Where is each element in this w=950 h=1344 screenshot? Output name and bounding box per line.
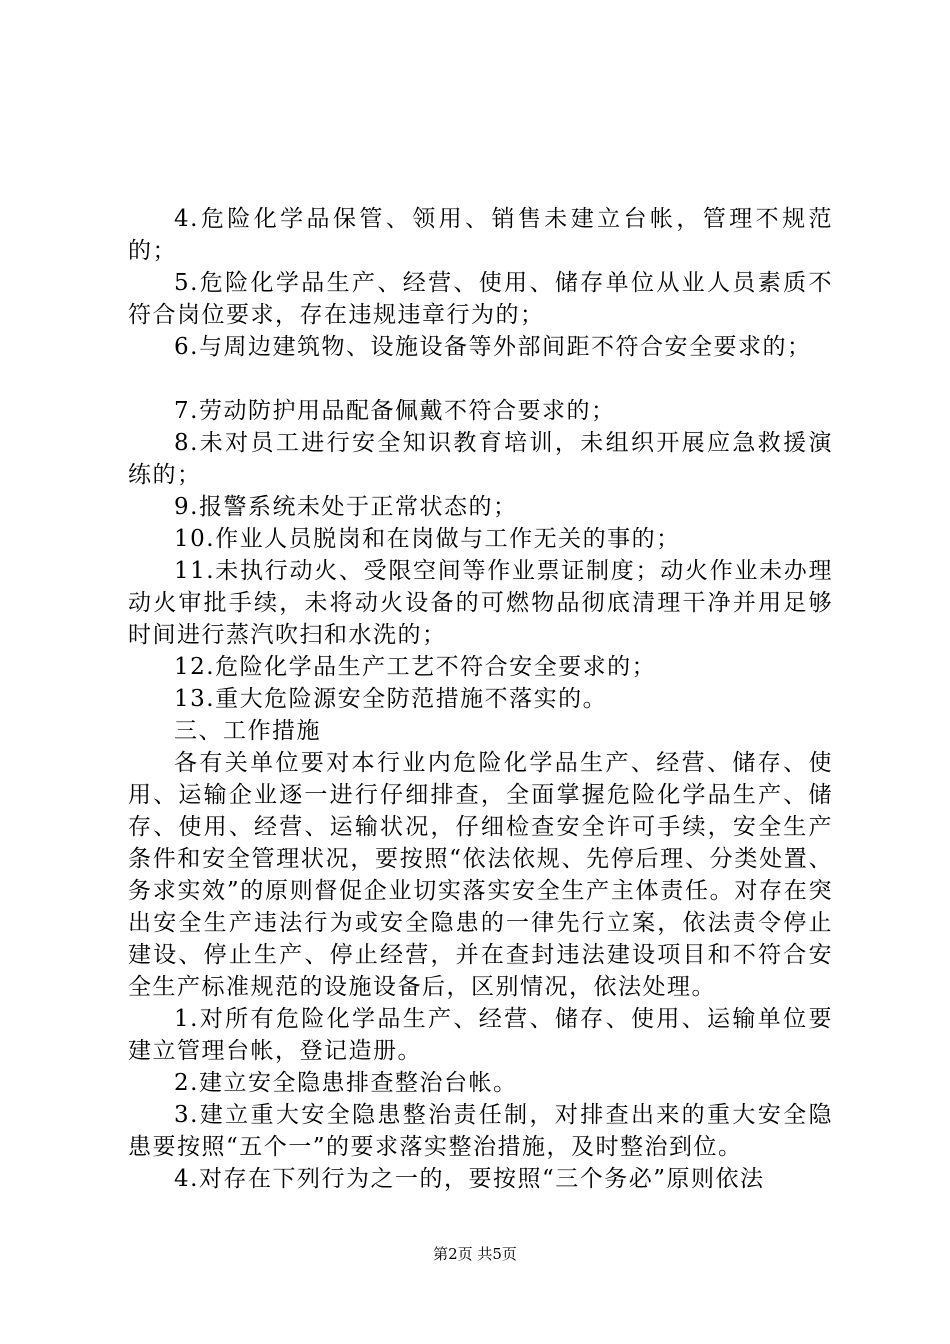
list-item: 9.报警系统未处于正常状态的； <box>174 494 518 520</box>
list-item: 13.重大危险源安全防范措施不落实的。 <box>174 686 608 712</box>
list-item: 2.建立安全隐患排查整治台帐。 <box>174 1070 518 1096</box>
list-item: 12.危险化学品生产工艺不符合安全要求的； <box>174 654 657 680</box>
list-item: 3.建立重大安全隐患整治责任制，对排查出来的重大安全隐患要按照“五个一”的要求落实整治措施，及时整治到位。 <box>128 1102 833 1160</box>
list-item: 4.对存在下列行为之一的，要按照“三个务必”原则依法 <box>174 1166 765 1192</box>
list-item: 11.未执行动火、受限空间等作业票证制度；动火作业未办理动火审批手续，未将动火设备的可燃物品彻底清理干净并用足够时间进行蒸汽吹扫和水洗的； <box>128 558 833 648</box>
page-number-footer: 第2页 共5页 <box>433 1245 517 1263</box>
body-paragraph: 各有关单位要对本行业内危险化学品生产、经营、储存、使用、运输企业逐一进行仔细排查，全面掌握危险化学品生产、储存、使用、经营、运输状况，仔细检查安全许可手续，安全生产条件和安全管理状况，要按照“依法依规、先停后理、分类处置、务求实效”的原则督促企业切实落实安全生产主体责任。对存在突出安全生产违法行为或安全隐患的一律先行立案，依法责令停止建设、停止生产、停止经营，并在查封违法建设项目和不符合安全生产标准规范的设施设备后，区别情况，依法处理。 <box>128 750 833 1000</box>
list-item: 4.危险化学品保管、领用、销售未建立台帐，管理不规范的； <box>128 206 833 264</box>
document-body <box>128 203 833 1195</box>
list-item: 7.劳动防护用品配备佩戴不符合要求的； <box>174 398 616 424</box>
list-item: 8.未对员工进行安全知识教育培训，未组织开展应急救援演练的； <box>128 430 833 488</box>
list-item: 6.与周边建筑物、设施设备等外部间距不符合安全要求的； <box>174 334 812 360</box>
list-item: 1.对所有危险化学品生产、经营、储存、使用、运输单位要建立管理台帐，登记造册。 <box>128 1006 833 1064</box>
list-item: 5.危险化学品生产、经营、使用、储存单位从业人员素质不符合岗位要求，存在违规违章行为的； <box>128 270 833 328</box>
section-heading: 三、工作措施 <box>174 718 321 744</box>
list-item: 10.作业人员脱岗和在岗做与工作无关的事的； <box>174 526 681 552</box>
